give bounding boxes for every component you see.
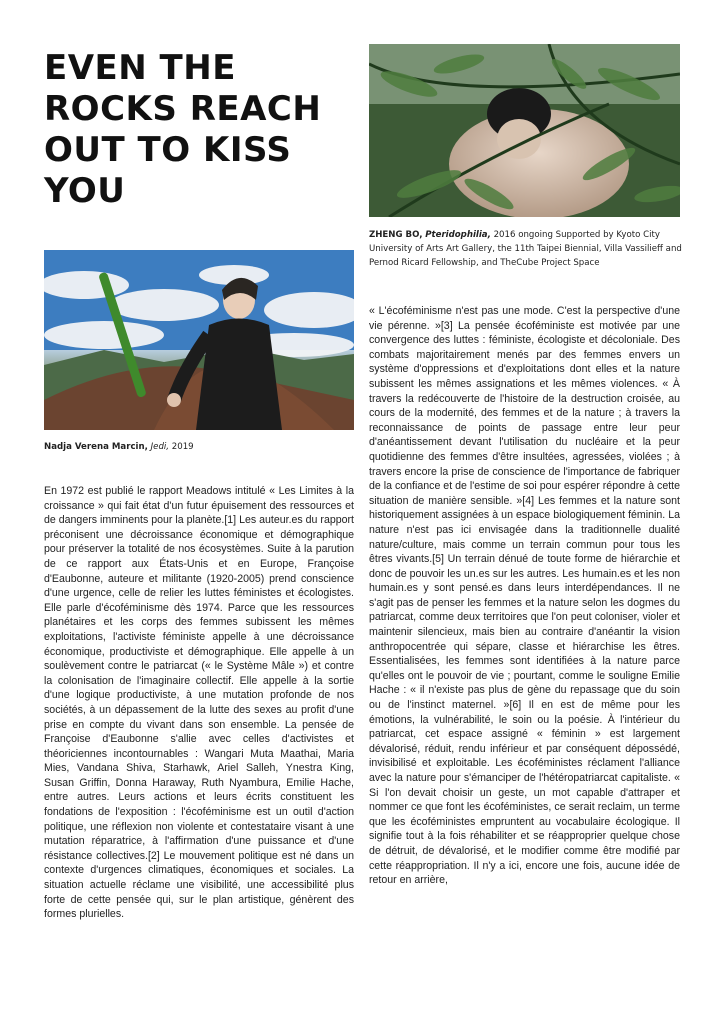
title-line: ROCKS REACH — [44, 89, 322, 129]
caption-work-title: Jedi, — [150, 442, 170, 452]
title-line: OUT TO KISS — [44, 130, 292, 170]
caption-details: 2016 ongoing Supported by Kyoto City University of Arts Art Gallery, the 11th Taipei Biennial, Villa Vassilieff and Pernod Ricard Fellowship, and TheCube Project Space — [369, 230, 682, 268]
caption-year: 2019 — [171, 442, 194, 452]
caption-artist: ZHENG BO, — [369, 230, 423, 240]
caption-jedi — [44, 440, 354, 454]
artwork-photo-pteridophilia — [369, 44, 680, 217]
title-line: YOU — [44, 171, 126, 211]
caption-pteridophilia — [369, 228, 683, 270]
fern-scene-illustration — [369, 44, 680, 217]
title-line: EVEN THE — [44, 48, 236, 88]
caption-artist: Nadja Verena Marcin, — [44, 442, 148, 452]
caption-work-title: Pteridophilia, — [425, 230, 491, 240]
body-text-right-column: « L'écoféminisme n'est pas une mode. C'est la perspective d'une vie pérenne. »[3] La pensée écoféministe est motivée par une convergence des luttes : féministe, écologiste et décoloniale. Des combats majoritairement menés par des femmes envers un système d'oppressions et d'exploitations dont elles et la nature subissent les mêmes assignations et les mêmes violences. « À travers la redécouverte de l'histoire de la destruction croisée, au cours de la modernité, des femmes et de la nature ; à travers la reconnaissance de points de passage entre leur peur d'anéantissement devant l'utilisation du nucléaire et la peur quotidienne des femmes d'être insultées, agressées, violées ; à travers encore la prise de conscience de l'importance de fabriquer de la confiance et de l'estime de soi pour espérer répondre à cette situation de manière sensible. »[4] Les femmes et la nature sont historiquement assignées à un espace biologiquement féminin. La nature n'est pas ici envisagée dans la traditionnelle dualité nature/culture, mais comme un terrain commun pour tous les êtres vivants.[5] Un terrain dénué de toute forme de hiérarchie et donc de pouvoir les un.es sur les autres. Les humain.es et les non humain.es y sont pensé.es dans leurs interdépendances. Il ne s'agit pas de penser les femmes et la nature selon les dogmes du patriarcat, comme deux territoires que l'on peut coloniser, violer et maintenir silencieux, mais bien au contraire d'anéantir la vision anthropocentrée qui sépare, classe et hiérarchise les êtres. Essentialisées, les femmes sont identifiées à la nature parce qu'elles ont le pouvoir de vie ; pourtant, comme le souligne Emilie Hache : « il n'existe pas plus de gène du repassage que du soin ou de l'instinct maternel. »[6] Il en est de même pour les émotions, la vulnérabilité, le soin ou la poésie. À l'intérieur du patriarcat, cet espace assigné « féminin » est largement dévalorisé, réduit, rendu inférieur et par conséquent dépossédé, invisibilisé et exploitable. Les écoféministes réclament l'alliance avec la nature pour s'émanciper de l'hétéropatriarcat capitaliste. « Si l'on devait choisir un geste, un mot capable d'attraper et nommer ce que font les écoféministes, ce serait reclaim, un terme que les écoféministes empruntent au vocabulaire écologique. Il signifie tout à la fois réhabiliter et se réapproprier quelque chose de détruit, de dévalorisé, et le modifier comme être modifié par cette réappropriation. Il n'y a ici, encore une fois, aucune idée de retour en arrière, — [369, 305, 680, 887]
body-text-left-column: En 1972 est publié le rapport Meadows intitulé « Les Limites à la croissance » qui fait état d'un futur épuisement des ressources et de dangers imminents pour la planète.[1] Les auteur.es du rapport préconisent une décroissance économique et démographique pour préserver la totalité de nos écosystèmes. Suite à la parution de ce rapport aux États-Unis et en Europe, Françoise d'Eaubonne, auteure et militante (1920-2005) prend conscience d'une urgence, celle de relier les luttes féministes et écologistes. Elle parle d'écoféminisme dès 1974. Parce que les ressources planétaires et les corps des femmes subissent les mêmes exploitations, l'activiste féministe appelle à une décroissance économique, productiviste et démographique. Elle appelle à un soulèvement contre le patriarcat (« le Système Mâle ») et contre la colonisation de l'imaginaire collectif. Elle appelle à la sortie d'une logique productiviste, à une mutation profonde de nos sociétés, à un dépassement de la lutte des sexes au profit d'une prise en compte du vivant dans son ensemble. La pensée de Françoise d'Eaubonne s'allie avec celles d'activistes et théoriciennes incontournables : Wangari Muta Maathai, Maria Mies, Vandana Shiva, Starhawk, Ariel Salleh, Ynestra King, Susan Griffin, Donna Haraway, Ruth Nyambura, Emilie Hache, entre autres. Leurs actions et leurs écrits constituent les fondations de l'exposition : l'écoféminisme est un outil d'action politique, une réflexion non violente et contestataire visant à une mutation réparatrice, à l'affirmation d'une puissance et d'une résistance collectives.[2] Le mouvement politique est né dans un contexte d'urgences climatiques, économiques et sociales. La situation actuelle réclame une visibilité, une accessibilité plus forte de cette pensée qui, sur le plan artistique, génèrent des formes plurielles. — [44, 485, 354, 921]
jedi-scene-illustration — [44, 250, 354, 430]
artwork-photo-jedi — [44, 250, 354, 430]
page-title — [44, 48, 344, 212]
